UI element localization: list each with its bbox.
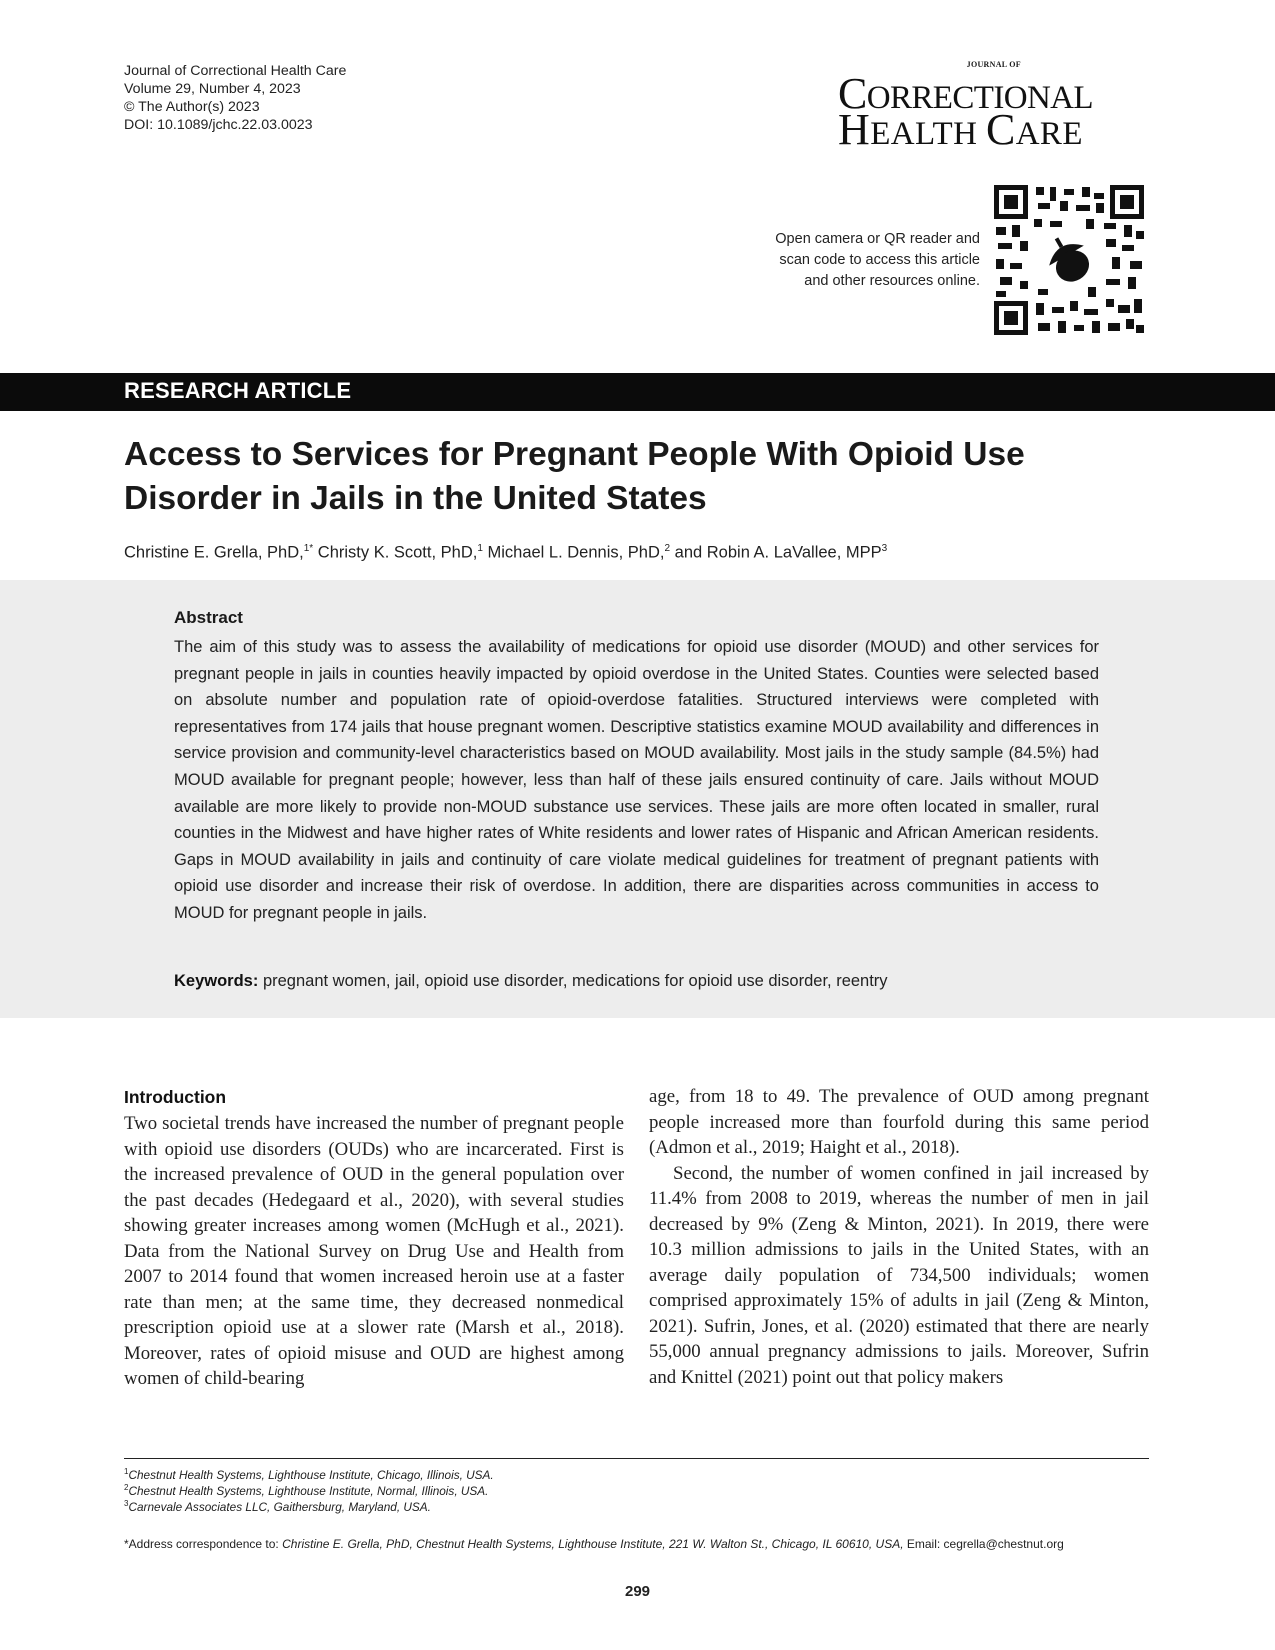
body-paragraph: Second, the number of women confined in jail increased by 11.4% from 2008 to 2019, whereas the number of men in jail decreased by 9% (Zeng & Minton, 2021). In 2019, there were 10.3 million admissions to jails in the United States, with an average daily population of 734,500 individuals; women comprised approximately 15% of adults in jail (Zeng & Minton, 2021). Sufrin, Jones, et al. (2020) estimated that there are nearly 55,000 annual pregnancy admissions to jails. Moreover, Sufrin and Knittel (2021) point out that policy makers [649, 1162, 1149, 1388]
author-name: Michael L. Dennis, PhD, [487, 543, 665, 562]
title-line: Disorder in Jails in the United States [124, 480, 707, 517]
author-affiliation: 2 [664, 543, 671, 554]
page-number: 299 [624, 1583, 651, 1600]
abstract-section [0, 580, 1275, 1018]
keywords [174, 972, 1099, 991]
journal-meta [124, 62, 346, 134]
author-affiliation: 3 [881, 543, 888, 554]
keywords-list: pregnant women, jail, opioid use disorder, medications for opioid use disorder, reentry [262, 972, 888, 990]
keywords-label: Keywords: [174, 972, 259, 990]
affiliation-footnote [124, 1483, 1154, 1498]
footnote-text: Chestnut Health Systems, Lighthouse Institute, Normal, Illinois, USA. [128, 1483, 489, 1498]
body-paragraph: Two societal trends have increased the number of pregnant people with opioid use disorders (OUDs) who are incarcerated. First is the increased prevalence of OUD in the general population over the past decades (Hedegaard et al., 2020), with several studies showing greater increases among women (McHugh et al., 2021). Data from the National Survey on Drug Use and Health from 2007 to 2014 found that women increased heroin use at a faster rate than men; at the same time, they decreased nonmedical prescription opioid use at a slower rate (Marsh et al., 2018). Moreover, rates of opioid misuse and OUD are highest among women of child-bearing [124, 1113, 624, 1389]
footnote-divider [124, 1458, 1149, 1459]
journal-copyright: © The Author(s) 2023 [124, 99, 260, 115]
author-affiliation: 1* [303, 543, 314, 554]
footnote-marker: 3 [124, 1499, 129, 1508]
qr-text-line: Open camera or QR reader and [775, 231, 980, 247]
affiliation-footnote [124, 1499, 1154, 1514]
logo-line2: HEALTH CARE [838, 105, 1083, 154]
abstract-text: The aim of this study was to assess the availability of medications for opioid use disorder (MOUD) and other services for pregnant people in jails in counties heavily impacted by opioid overdose in the United States. Counties were selected based on absolute number and population rate of opioid-overdose fatalities. Structured interviews were completed with representatives from 174 jails that house pregnant women. Descriptive statistics examine MOUD availability and differences in service provision and community-level characteristics based on MOUD availability. Most jails in the study sample (84.5%) had MOUD available for pregnant people; however, less than half of these jails ensured continuity of care. Jails without MOUD available are more likely to provide non-MOUD substance use services. These jails are more often located in smaller, rural counties in the Midwest and have higher rates of White residents and lower rates of Hispanic and African American residents. Gaps in MOUD availability in jails and continuity of care violate medical guidelines for treatment of pregnant patients with opioid use disorder and increase their risk of overdose. In addition, there are disparities across communities in access to MOUD for pregnant people in jails. [174, 638, 1099, 922]
section-heading-introduction: Introduction [124, 1087, 227, 1107]
correspondence-address [124, 1537, 1154, 1551]
author-name: and Robin A. LaVallee, MPP [674, 543, 882, 562]
journal-doi: DOI: 10.1089/jchc.22.03.0023 [124, 117, 313, 133]
footnote-marker: 2 [124, 1483, 129, 1492]
article-title [124, 433, 1164, 521]
logo-top-text: JOURNAL OF [966, 60, 1021, 69]
abstract-heading: Abstract [174, 608, 243, 627]
author-list [124, 543, 1164, 563]
body-column-right [649, 1084, 1149, 1390]
footnote-marker: 1 [124, 1467, 129, 1476]
article-type-banner [0, 373, 1275, 411]
body-paragraph: age, from 18 to 49. The prevalence of OUD among pregnant people increased more than fourfold during this same period (Admon et al., 2019; Haight et al., 2018). [649, 1086, 1149, 1158]
journal-logo [838, 60, 1148, 154]
journal-name: Journal of Correctional Health Care [124, 63, 347, 79]
article-type-label: RESEARCH ARTICLE [124, 378, 352, 403]
journal-volume: Volume 29, Number 4, 2023 [124, 81, 301, 97]
qr-text-line: scan code to access this article [779, 252, 980, 268]
author-affiliation: 1 [477, 543, 483, 554]
author-name: Christine E. Grella, PhD, [124, 543, 304, 562]
correspondence-text: Christine E. Grella, PhD, Chestnut Health Systems, Lighthouse Institute, 221 W. Walton St., Chicago, IL 60610, USA, [282, 1537, 904, 1551]
qr-instructions [700, 229, 980, 292]
author-name: Christy K. Scott, PhD, [317, 543, 478, 562]
correspondence-label: *Address correspondence to: [124, 1537, 279, 1551]
qr-code-icon[interactable] [994, 185, 1144, 335]
qr-text-line: and other resources online. [804, 273, 980, 289]
footnote-text: Carnevale Associates LLC, Gaithersburg, Maryland, USA. [128, 1499, 431, 1514]
logo-line1: CORRECTIONAL [838, 69, 1093, 118]
affiliation-footnote [124, 1467, 1154, 1482]
title-line: Access to Services for Pregnant People With Opioid Use [124, 436, 1025, 473]
body-column-left [124, 1086, 624, 1392]
correspondence-email[interactable]: Email: cegrella@chestnut.org [906, 1537, 1064, 1551]
footnote-text: Chestnut Health Systems, Lighthouse Institute, Chicago, Illinois, USA. [128, 1467, 494, 1482]
